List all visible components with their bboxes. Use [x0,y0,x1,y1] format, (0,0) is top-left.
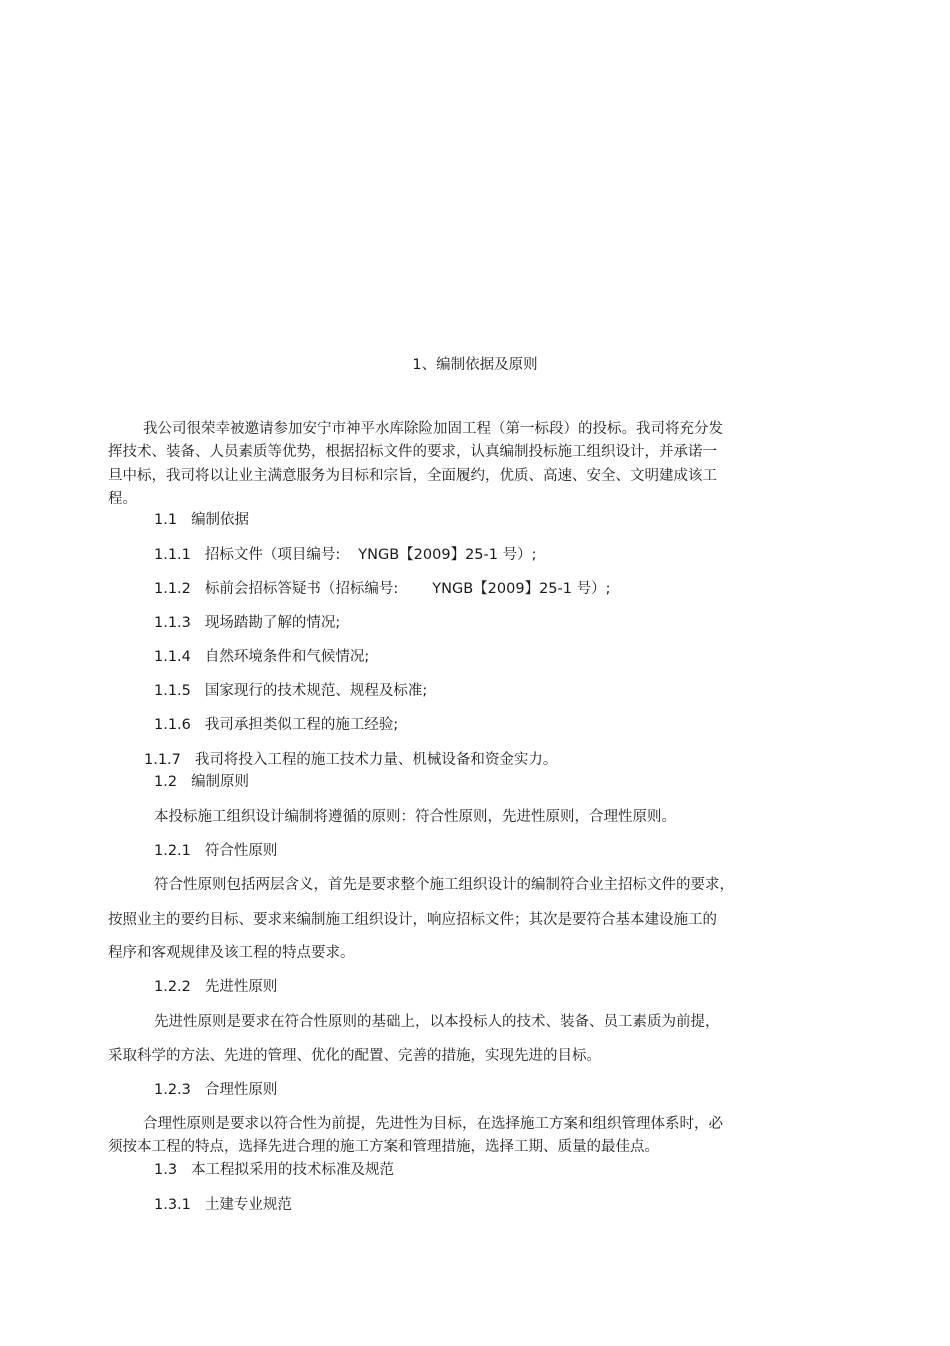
item-text-b: YNGB【2009】25-1 号）; [358,547,537,563]
section-title: 1、编制依据及原则 [412,357,538,373]
item-number: 1.1.4 [154,649,191,665]
conform-line-2: 按照业主的要约目标、要求来编制施工组织设计，响应招标文件；其次是要符合基本建设施工的 [108,912,717,928]
item-text: 现场踏勘了解的情况; [204,615,341,631]
item-text-a: 招标文件（项目编号: [204,547,341,563]
list-item-1-1-5 [154,681,427,701]
intro-line-1: 我公司很荣幸被邀请参加安宁市神平水库除险加固工程（第一标段）的投标。我司将充分发 [143,421,723,437]
heading-label: 土建专业规范 [204,1197,292,1213]
rational-line-2: 须按本工程的特点，选择先进合理的施工方案和管理措施，选择工期、质量的最佳点。 [108,1139,659,1155]
principle-intro: 本投标施工组织设计编制将遵循的原则：符合性原则，先进性原则，合理性原则。 [154,809,676,825]
item-number: 1.1.3 [154,615,191,631]
heading-number: 1.1 [154,512,178,528]
intro-line-4: 程。 [108,491,137,507]
heading-label: 先进性原则 [204,979,278,995]
heading-label: 编制原则 [191,774,250,790]
list-item-1-1-3 [154,613,340,633]
item-text-a: 标前会招标答疑书（招标编号: [204,581,399,597]
heading-label: 本工程拟采用的技术标准及规范 [191,1162,395,1178]
heading-label: 编制依据 [191,512,250,528]
list-item-1-1-7 [144,750,557,770]
heading-1-3 [154,1160,394,1180]
item-text: 我司承担类似工程的施工经验; [204,717,399,733]
heading-1-2-3 [154,1080,277,1100]
heading-number: 1.3.1 [154,1197,191,1213]
intro-line-3: 旦中标，我司将以让业主满意服务为目标和宗旨，全面履约，优质、高速、安全、文明建成该工 [108,468,717,484]
item-number: 1.1.2 [154,581,191,597]
heading-1-2-2 [154,977,277,997]
item-text: 自然环境条件和气候情况; [204,649,370,665]
advanced-line-2: 采取科学的方法、先进的管理、优化的配置、完善的措施，实现先进的目标。 [108,1048,601,1064]
item-text: 国家现行的技术规范、规程及标准; [204,683,428,699]
intro-line-2: 挥技术、装备、人员素质等优势，根据招标文件的要求，认真编制投标施工组织设计，并承诺一 [108,444,717,460]
list-item-1-1-6 [154,715,398,735]
item-number: 1.1.7 [144,752,181,768]
list-item-1-1-1 [154,545,537,565]
item-number: 1.1.6 [154,717,191,733]
conform-line-3: 程序和客观规律及该工程的特点要求。 [108,945,355,961]
heading-1-3-1 [154,1195,292,1215]
item-text-b: YNGB【2009】25-1 号）; [432,581,611,597]
heading-number: 1.2.3 [154,1082,191,1098]
heading-1-2-1 [154,841,277,861]
heading-number: 1.2.2 [154,979,191,995]
heading-number: 1.2.1 [154,843,191,859]
heading-1-2 [154,772,249,792]
item-text: 我司将投入工程的施工技术力量、机械设备和资金实力。 [194,752,558,768]
heading-label: 符合性原则 [204,843,278,859]
heading-label: 合理性原则 [204,1082,278,1098]
conform-line-1: 符合性原则包括两层含义，首先是要求整个施工组织设计的编制符合业主招标文件的要求， [154,877,734,893]
heading-number: 1.3 [154,1162,178,1178]
rational-line-1: 合理性原则是要求以符合性为前提，先进性为目标，在选择施工方案和组织管理体系时，必 [143,1116,723,1132]
advanced-line-1: 先进性原则是要求在符合性原则的基础上，以本投标人的技术、装备、员工素质为前提， [154,1014,720,1030]
list-item-1-1-2 [154,579,611,599]
heading-1-1 [154,510,249,530]
item-number: 1.1.1 [154,547,191,563]
heading-number: 1.2 [154,774,178,790]
list-item-1-1-4 [154,647,369,667]
item-number: 1.1.5 [154,683,191,699]
